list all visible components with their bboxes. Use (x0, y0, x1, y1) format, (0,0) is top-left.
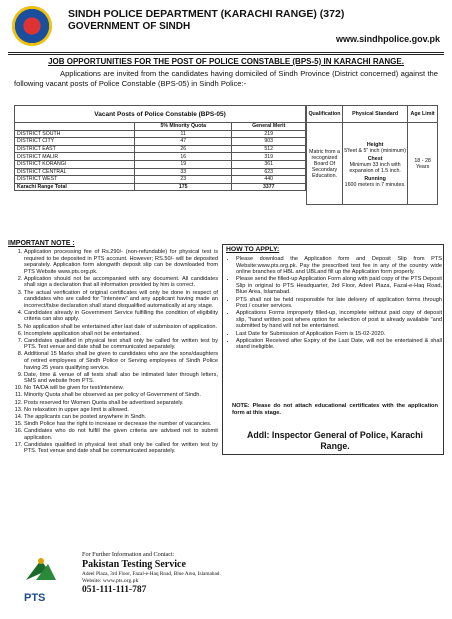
chest-value: Minimum 33 inch with expansion of 1.5 inch. (349, 161, 401, 174)
sindh-police-logo (12, 6, 52, 46)
vacancy-table-heading: Vacant Posts of Police Constable (BPS-05) (15, 106, 306, 123)
intro-first: Applications are invited from the candidates having domiciled of Sindh Province (60, 69, 330, 78)
table-row (15, 153, 306, 161)
table-row (15, 138, 306, 146)
note-item: 4. Candidates already in Government Service fulfilling the condition of eligibility criteria can also apply. (24, 310, 218, 323)
requirements-table (306, 105, 438, 205)
cell-quota: 47 (135, 138, 232, 146)
note-item: 11. Minority Quota shall be observed as per policy of Government of Sindh. (24, 392, 218, 399)
pts-logo-text: PTS (24, 592, 46, 604)
qualification-value: Matric from a recognized Board Of Secondary Education. (307, 123, 343, 205)
contact-name: Pakistan Testing Service (82, 559, 186, 570)
note-item: 15. Sindh Police has the right to increase or decrease the number of vacancies. (24, 421, 218, 428)
running-value: 1600 meters in 7 minutes. (344, 181, 406, 188)
howto-item: • Please send the filled-up Application Form along with paid copy of the PTS Deposit Slip in original to PTS Headquarter, 3rd Floor, Adeel Plaza, Fazal-e-Haq Road, Blue Area, Islamabad. (236, 276, 442, 296)
total-general: 3377 (232, 183, 306, 191)
org-name: SINDH POLICE DEPARTMENT (KARACHI RANGE) (372) (68, 8, 345, 20)
howto-item: • Please download the Application form and Deposit Slip from PTS Website:www.pts.org.pk. Pay the prescribed test fee in any of the country wide online branches of HBL and UBLand fill up the Application form properly. (236, 256, 442, 276)
notes-list (12, 249, 218, 455)
running-label: Running (364, 175, 386, 182)
vacancy-table (14, 105, 306, 191)
district-col-header (15, 123, 135, 131)
how-to-apply-heading: HOW TO APPLY: (226, 246, 280, 253)
table-row (15, 145, 306, 153)
pts-logo (20, 556, 64, 606)
chest-label: Chest (367, 155, 383, 162)
cell-general: 361 (232, 160, 306, 168)
cell-quota: 26 (135, 145, 232, 153)
signatory: Addl: Inspector General of Police, Karachi Range. (247, 430, 423, 451)
notes-heading: IMPORTANT NOTE : (8, 240, 75, 247)
contact-intro: For Further Information and Contact: (82, 551, 175, 558)
contact-block (82, 551, 422, 595)
cell-quota: 19 (135, 160, 232, 168)
note-item: 10. No TA/DA will be given for test/interview. (24, 385, 218, 392)
cell-district: DISTRICT CITY (15, 138, 135, 146)
total-label: Karachi Range Total (15, 183, 135, 191)
quota-col-header: 5% Minority Quota (135, 123, 232, 131)
cell-general: 319 (232, 153, 306, 161)
note-item: 5. No application shall be entertained after last date of submission of application. (24, 324, 218, 331)
cell-district: DISTRICT KORANGI (15, 160, 135, 168)
note-item: 16. Candidates who do not fulfill the given criteria are advised not to submit application. (24, 428, 218, 441)
total-quota: 175 (135, 183, 232, 191)
intro-rest: (District concerned) against the following vacant posts of Police Constable (BPS-05) in Sindh Police:- (14, 69, 439, 88)
table-row (15, 176, 306, 184)
cell-general: 512 (232, 145, 306, 153)
header-website[interactable]: www.sindhpolice.gov.pk (335, 34, 440, 44)
age-header: Age Limit (408, 106, 438, 123)
contact-website[interactable]: Website: www.pts.org.pk (82, 577, 139, 584)
contact-phone: 051-111-111-787 (82, 584, 147, 595)
cell-district: DISTRICT SOUTH (15, 130, 135, 138)
note-item: 2. Application should not be accompanied with any document. All candidates shall sign a declaration that all information provided by him is correct. (24, 276, 218, 289)
attachment-note: NOTE: Please do not attach educational certificates with the application form at this stage. (232, 403, 438, 416)
note-item: 14. The applicants can be posted anywhere in Sindh. (24, 414, 218, 421)
org-government: GOVERNMENT OF SINDH (68, 21, 191, 32)
note-item: 8. Additional 15 Marks shall be given to candidates who are the sons/daughters of retired employees of Sindh Police or Serving employees of Sindh Police having 25 years qualifying service. (24, 351, 218, 371)
header (8, 6, 444, 50)
note-item: 12. Posts reserved for Women Quota shall be advertised separately. (24, 400, 218, 407)
how-to-apply-list (228, 256, 442, 351)
cell-quota: 11 (135, 130, 232, 138)
cell-general: 219 (232, 130, 306, 138)
ad-title: JOB OPPORTUNITIES FOR THE POST OF POLICE CONSTABLE (BPS-5) IN KARACHI RANGE. (48, 57, 404, 66)
age-value: 18 - 28 Years (408, 123, 438, 205)
cell-quota: 16 (135, 153, 232, 161)
qualification-header: Qualification (307, 106, 343, 123)
physical-header: Physical Standard (342, 106, 407, 123)
cell-district: DISTRICT EAST (15, 145, 135, 153)
height-value: 5'feet & 5" inch (minimum) (344, 147, 406, 154)
cell-general: 623 (232, 168, 306, 176)
intro-paragraph (14, 69, 438, 89)
note-item: 6. Incomplete application shall not be entertained. (24, 331, 218, 338)
note-item: 13. No relaxation in upper age limit is allowed. (24, 407, 218, 414)
cell-district: DISTRICT WEST (15, 176, 135, 184)
cell-general: 903 (232, 138, 306, 146)
note-item: 3. The actual verification of original certificates will only be done in respect of candidates who are called for "Interview" and any applicant having made an incorrect/false declaration shall stand disqualified automatically at any stage. (24, 290, 218, 310)
pts-mark-icon (24, 556, 58, 582)
howto-item: • PTS shall not be held responsible for late delivery of application forms through Post / courier services. (236, 297, 442, 310)
howto-item: • Applications Forms improperly filled-up, incomplete without paid copy of deposit slip, "hand written post where option for selection of post is already available "and submitted by hand will not be entertained. (236, 310, 442, 330)
cell-district: DISTRICT MALIR (15, 153, 135, 161)
height-label: Height (366, 141, 384, 148)
table-row (15, 168, 306, 176)
table-row (15, 130, 306, 138)
note-item: 9. Date, time & venue of all tests shall also be intimated later through letters, SMS and website from PTS. (24, 372, 218, 385)
general-col-header: General Merit (232, 123, 306, 131)
header-divider-2 (8, 54, 444, 55)
cell-quota: 33 (135, 168, 232, 176)
contact-address: Adeel Plaza, 3rd Floor, Fazal-e-Haq Road, Blue Area, Islamabad. (82, 571, 221, 577)
note-item: 1. Application processing fee of Rs.290/- (non-refundable) for physical test is required to be deposited in PTS account. However; RS.50/- will be deposited separately. Application form alongwith deposit slip can be downloaded from PTS Website www.pts.org.pk. (24, 249, 218, 275)
header-divider (8, 52, 444, 53)
table-total-row (15, 183, 306, 191)
table-row (15, 160, 306, 168)
note-item: 17. Candidates qualified in physical test shall only be called for written test by PTS. Test venue and date shall be communicated separately. (24, 442, 218, 455)
physical-value (342, 123, 407, 205)
note-item: 7. Candidates qualified in physical test shall only be called for written test by PTS. Test venue and date shall be communicated separately. (24, 338, 218, 351)
howto-item: • Last Date for Submission of Application Form is 15-02-2020. (236, 331, 442, 338)
howto-item: • Application Received after Expiry of the Last Date, will not be entertained & shall stand ineligible. (236, 338, 442, 351)
cell-district: DISTRICT CENTRAL (15, 168, 135, 176)
cell-quota: 23 (135, 176, 232, 184)
cell-general: 440 (232, 176, 306, 184)
